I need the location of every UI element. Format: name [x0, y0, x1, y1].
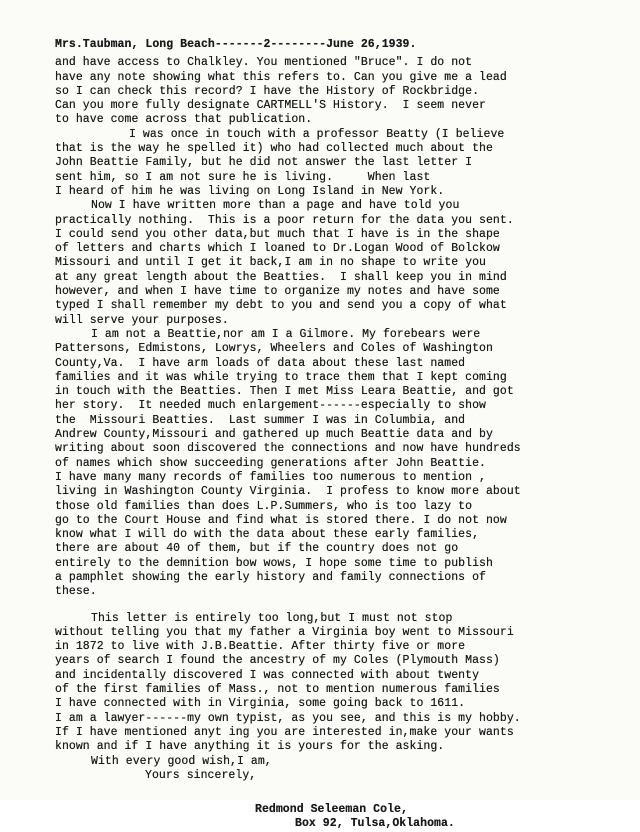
- letter-line: I could send you other data,but much that I have is in the shape: [55, 227, 500, 241]
- letter-line: and incidentally discovered I was connected with about twenty: [55, 668, 480, 682]
- letter-line: there are about 40 of them, but if the country does not go: [55, 542, 459, 556]
- letter-line: in touch with the Beatties. Then I met Miss Leara Beattie, and got: [55, 385, 514, 399]
- letter-line: those old families than does L.P.Summers, who is too lazy to: [55, 499, 473, 513]
- letter-line: entirely to the demnition bow wows, I hope some time to publish: [55, 556, 493, 570]
- letter-line: I heard of him he was living on Long Island in New York.: [55, 184, 445, 198]
- letter-line: of letters and charts which I loaned to Dr.Logan Wood of Bolckow: [55, 242, 500, 256]
- letter-line: so I can check this record? I have the History of Rockbridge.: [55, 84, 480, 98]
- letter-line: John Beattie Family, but he did not answer the last letter I: [55, 156, 473, 170]
- letter-line: Andrew County,Missouri and gathered up much Beattie data and by: [55, 428, 493, 442]
- letter-line: sent him, so I am not sure he is living. When last: [55, 170, 431, 184]
- letter-line: County,Va. I have arm loads of data about these last named: [55, 356, 466, 370]
- letter-line: however, and when I have time to organize my notes and have some: [55, 285, 500, 299]
- letter-line: will serve your purposes.: [55, 313, 229, 327]
- letter-line: have any note showing what this refers to. Can you give me a lead: [55, 70, 507, 84]
- letter-line: her story. It needed much enlargement------especially to show: [55, 399, 486, 413]
- letter-line: I have connected with in Virginia, some going back to 1611.: [55, 697, 466, 711]
- letter-line: a pamphlet showing the early history and family connections of: [55, 570, 486, 584]
- letter-line: families and it was while trying to trace them that I kept coming: [55, 370, 507, 384]
- signature-name: Redmond Seleeman Cole,: [255, 803, 408, 817]
- letter-line: that is the way he spelled it) who had collected much about the: [55, 142, 493, 156]
- letter-line: With every good wish,I am,: [91, 754, 272, 768]
- letter-line: I have many many records of families too numerous to mention ,: [55, 470, 486, 484]
- letter-line: This letter is entirely too long,but I must not stop: [91, 611, 453, 625]
- letter-line: practically nothing. This is a poor return for the data you sent.: [55, 213, 514, 227]
- letter-line: Yours sincerely,: [145, 768, 257, 782]
- letter-line: If I have mentioned anyt ing you are interested in,make your wants: [55, 725, 514, 739]
- signature-address: Box 92, Tulsa,Oklahoma.: [295, 817, 455, 831]
- letter-line: Pattersons, Edmistons, Lowrys, Wheelers and Coles of Washington: [55, 342, 493, 356]
- letter-line: Can you more fully designate CARTMELL'S History. I seem never: [55, 99, 486, 113]
- letter-line: known and if I have anything it is yours for the asking.: [55, 740, 445, 754]
- letter-line: to have come across that publication.: [55, 113, 313, 127]
- letter-line: of names which show succeeding generations after John Beattie.: [55, 456, 486, 470]
- letter-line: in 1872 to live with J.B.Beattie. After thirty five or more: [55, 640, 466, 654]
- letter-line: Now I have written more than a page and have told you: [91, 199, 460, 213]
- letter-line: [55, 600, 590, 612]
- letter-line: go to the Court House and find what is stored there. I do not now: [55, 513, 507, 527]
- letter-body: [55, 56, 590, 783]
- letter-line: I am a lawyer------my own typist, as you see, and this is my hobby.: [55, 711, 521, 725]
- letter-line: know what I will do with the data about these early families,: [55, 528, 480, 542]
- letter-line: writing about soon discovered the connections and now have hundreds: [55, 442, 521, 456]
- letter-line: typed I shall remember my debt to you and send you a copy of what: [55, 299, 507, 313]
- letter-line: Missouri and until I get it back,I am in no shape to write you: [55, 256, 486, 270]
- letter-line: without telling you that my father a Virginia boy went to Missouri: [55, 625, 514, 639]
- letter-header: Mrs.Taubman, Long Beach-------2--------June 26,1939.: [55, 38, 417, 51]
- letter-line: I am not a Beattie,nor am I a Gilmore. My forebears were: [91, 327, 481, 341]
- letter-line: of the first families of Mass., not to mention numerous families: [55, 683, 500, 697]
- letter-line: these.: [55, 585, 97, 599]
- letter-line: the Missouri Beatties. Last summer I was in Columbia, and: [55, 413, 466, 427]
- letter-line: years of search I found the ancestry of my Coles (Plymouth Mass): [55, 654, 500, 668]
- letter-line: I was once in touch with a professor Beatty (I believe: [129, 127, 505, 141]
- letter-line: living in Washington County Virginia. I profess to know more about: [55, 485, 521, 499]
- letter-line: at any great length about the Beatties. I shall keep you in mind: [55, 270, 507, 284]
- letter-line: and have access to Chalkley. You mentioned "Bruce". I do not: [55, 56, 473, 70]
